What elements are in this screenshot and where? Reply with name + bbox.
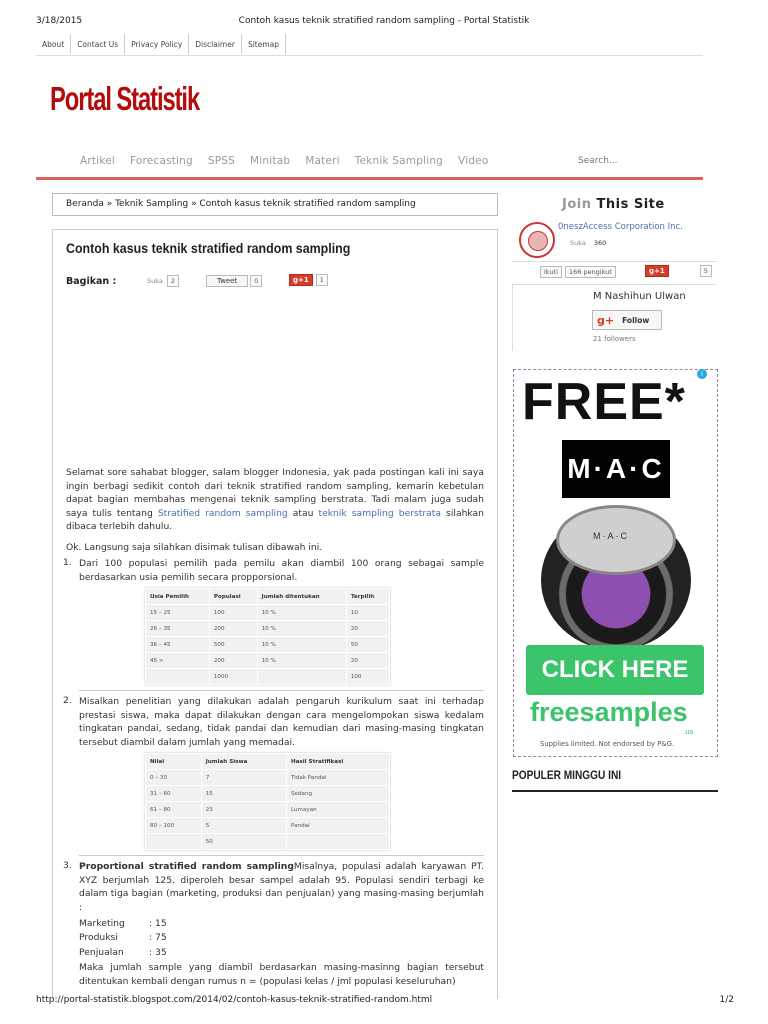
list-item-3	[79, 860, 484, 914]
table-cell: 45 >	[146, 653, 210, 669]
menu-spss[interactable]: SPSS	[207, 155, 236, 167]
bagian-value: : 35	[149, 946, 167, 958]
bagian-row	[79, 946, 167, 960]
menu-forecasting[interactable]: Forecasting	[130, 155, 193, 167]
table-cell: 15	[201, 786, 286, 802]
table-row	[146, 834, 390, 850]
bagian-row	[79, 931, 167, 945]
topnav-about[interactable]: About	[36, 34, 71, 54]
menu-materi[interactable]: Materi	[305, 155, 340, 167]
join-word: Join	[562, 197, 592, 212]
list-number-3: 3.	[63, 860, 72, 871]
sidebar-gplus-count: 5	[700, 265, 712, 277]
table-header: Nilai	[146, 754, 202, 770]
ad-info-icon[interactable]: i	[697, 369, 707, 379]
follower-count: 21 followers	[593, 335, 636, 343]
table-cell: Pandai	[286, 818, 389, 834]
like-label[interactable]: Suka	[147, 277, 163, 285]
table-cell: 61 – 80	[146, 802, 202, 818]
ad-site-name: freesamples	[530, 697, 688, 727]
table-cell: 15 – 25	[146, 605, 210, 621]
sidebar-gplus-widget	[645, 265, 712, 277]
table-cell: 10	[346, 605, 389, 621]
breadcrumb[interactable]: Beranda » Teknik Sampling » Contoh kasus teknik stratified random sampling	[52, 193, 498, 216]
table-row	[146, 669, 390, 685]
list-number-1: 1.	[63, 557, 72, 568]
table-cell: 50	[201, 834, 286, 850]
follow-widget	[540, 266, 616, 278]
table-cell: 100	[346, 669, 389, 685]
tweet-widget	[206, 275, 262, 287]
page-like-count: 360	[593, 239, 607, 247]
page-like-widget	[570, 239, 606, 247]
ad-brand-logo: M·A·C	[562, 440, 670, 498]
table-row	[146, 605, 390, 621]
table-cell: 0 – 30	[146, 770, 202, 786]
table-cell: 1000	[209, 669, 257, 685]
table-cell: 50	[346, 637, 389, 653]
topnav-contact[interactable]: Contact Us	[71, 34, 125, 54]
table-cell: 200	[209, 653, 257, 669]
bagian-name: Penjualan	[79, 946, 124, 958]
table-header: Hasil Stratifikasi	[286, 754, 389, 770]
intro-text-c: silahkan dibaca terlebih dahulu.	[66, 507, 485, 533]
page-like-label[interactable]: Suka	[570, 239, 586, 247]
table-cell: 10 %	[257, 637, 346, 653]
sidebar-gplus-button[interactable]: g+1	[645, 265, 669, 277]
menu-video[interactable]: Video	[458, 155, 489, 167]
menu-minitab[interactable]: Minitab	[250, 155, 291, 167]
bagian-list	[79, 917, 167, 960]
divider	[79, 690, 484, 691]
follow-label: Follow	[622, 315, 650, 325]
table-usia-pemilih	[145, 588, 390, 685]
list-item-2: Misalkan penelitian yang dilakukan adalah pengaruh kurikulum saat ini terhadap prestasi siswa, maka dapat dilakukan dengan cara mengelompokan siswa kedalam tingkatan pandai, sedang, tidak pandai dan kemudian dari masing-masing tingkatan tersebut diambil dalam jumlah yang memadai.	[79, 696, 484, 748]
table-cell: 500	[209, 637, 257, 653]
menu-artikel[interactable]: Artikel	[80, 155, 116, 167]
bagian-name: Marketing	[79, 918, 125, 929]
table-cell: 20	[346, 621, 389, 637]
table-row	[146, 637, 390, 653]
top-nav	[36, 34, 703, 56]
topnav-sitemap[interactable]: Sitemap	[242, 34, 286, 54]
table-cell: 26 – 35	[146, 621, 210, 637]
owner-link[interactable]: 0neszAccess Corporation Inc.	[558, 222, 683, 232]
table-row	[146, 818, 390, 834]
intro-paragraph-2: Ok. Langsung saja silahkan disimak tulisan dibawah ini.	[66, 542, 323, 553]
table-cell: Tidak Pandai	[286, 770, 389, 786]
divider	[512, 261, 717, 262]
post-title: Contoh kasus teknik stratified random sampling	[66, 241, 351, 256]
ad-site-tld: .us	[683, 728, 694, 736]
ad-product-lid	[556, 505, 676, 575]
intro-text-a: Selamat sore sahabat blogger, salam blogger Indonesia, yak pada postingan kali ini saya ingin berbagi sedikit contoh dari teknik stratified random sampling, kemarin kebetulan dapat bagian membahas mengenai teknik sampling berstrata. Tadi malam juga sudah saya tulis tentang	[66, 467, 484, 519]
table-row	[146, 770, 390, 786]
table-cell: 5	[201, 818, 286, 834]
table-row	[146, 802, 390, 818]
list-number-2: 2.	[63, 695, 72, 706]
share-label: Bagikan :	[66, 276, 117, 287]
table-cell	[146, 669, 210, 685]
ad-product-brand: M·A·C	[593, 531, 629, 541]
table-cell: 100	[209, 605, 257, 621]
table-cell: Sedang	[286, 786, 389, 802]
bagian-row	[79, 917, 167, 931]
main-menu	[36, 150, 703, 180]
like-widget	[147, 275, 179, 287]
item3-bold: Proportional stratified random sampling	[79, 861, 294, 872]
gplus-button[interactable]: g+1	[289, 274, 313, 286]
intro-text-b: atau	[287, 507, 319, 519]
table-cell: 36 – 45	[146, 637, 210, 653]
tweet-count: 0	[250, 275, 262, 287]
table-cell: 7	[201, 770, 286, 786]
table-cell: 200	[209, 621, 257, 637]
topnav-privacy[interactable]: Privacy Policy	[125, 34, 189, 54]
menu-teknik-sampling[interactable]: Teknik Sampling	[354, 155, 444, 167]
ikuti-button[interactable]: Ikuti	[540, 266, 562, 278]
populer-heading	[512, 770, 718, 792]
like-count: 2	[167, 275, 179, 287]
table-header: Usia Pemilih	[146, 589, 210, 605]
table-cell: 10 %	[257, 605, 346, 621]
follower-name: M Nashihun Ulwan	[593, 291, 686, 302]
table-cell: 23	[201, 802, 286, 818]
link-stratified-random-sampling[interactable]: Stratified random sampling	[157, 507, 288, 519]
populer-title: POPULER MINGGU INI	[512, 770, 622, 782]
gplus-count: 1	[316, 274, 328, 286]
search-input[interactable]	[578, 156, 688, 166]
intro-paragraph	[66, 466, 484, 534]
table-row	[146, 621, 390, 637]
table-header: Terpilih	[346, 589, 389, 605]
bagian-value: : 15	[149, 918, 167, 929]
table-cell: 31 – 60	[146, 786, 202, 802]
bagian-name: Produksi	[79, 932, 118, 944]
ad-free-text: FREE*	[522, 373, 686, 431]
table-cell	[146, 834, 202, 850]
table-cell: 20	[346, 653, 389, 669]
site-logo[interactable]: Portal Statistik	[50, 80, 200, 117]
table-header-row	[146, 754, 390, 770]
table-header: Jumlah Siswa	[201, 754, 286, 770]
link-teknik-sampling-berstrata[interactable]: teknik sampling berstrata	[318, 507, 442, 519]
follow-button[interactable]	[592, 310, 662, 330]
list-item-1: Dari 100 populasi pemilih pada pemilu akan diambil 100 orang sebagai sample berdasarkan usia pemilih secara propporsional.	[79, 558, 484, 583]
site-seal-logo	[519, 222, 555, 258]
topnav-disclaimer[interactable]: Disclaimer	[189, 34, 242, 54]
table-cell	[286, 834, 389, 850]
table-cell: 10 %	[257, 621, 346, 637]
print-date: 3/18/2015	[36, 16, 83, 26]
table-cell: 80 – 100	[146, 818, 202, 834]
item3-text: Misalnya, populasi adalah karyawan PT. XYZ berjumlah 125. diperoleh besar sampel adalah 95. Populasi sendiri terbagi ke dalam tiga bagian (marketing, produksi dan penjualan) yang masing-masing berjumlah :	[79, 861, 484, 913]
gplus-widget	[289, 274, 328, 286]
table-header: Jumlah ditentukan	[257, 589, 346, 605]
table-header-row	[146, 589, 390, 605]
table-cell: 10 %	[257, 653, 346, 669]
divider	[79, 855, 484, 856]
table-cell	[257, 669, 346, 685]
bagian-value: : 75	[149, 932, 167, 944]
ikuti-count: 166 pengikut	[565, 266, 616, 278]
print-page-number: 1/2	[719, 995, 734, 1005]
print-header	[0, 16, 768, 30]
print-url: http://portal-statistik.blogspot.com/2014/02/contoh-kasus-teknik-stratified-random.html	[36, 995, 433, 1005]
table-row	[146, 786, 390, 802]
tweet-button[interactable]: Tweet	[206, 275, 248, 287]
print-title: Contoh kasus teknik stratified random sampling - Portal Statistik	[238, 16, 530, 26]
join-title	[562, 197, 665, 212]
table-row	[146, 653, 390, 669]
ad-click-here-button[interactable]: CLICK HERE	[526, 645, 704, 695]
google-plus-icon: g+	[597, 313, 615, 327]
this-site-word: This Site	[596, 197, 665, 212]
table-header: Populasi	[209, 589, 257, 605]
table-cell: Lumayan	[286, 802, 389, 818]
ad-disclaimer: Supplies limited. Not endorsed by P&G.	[540, 740, 675, 748]
item3-conclusion: Maka jumlah sample yang diambil berdasarkan masing-masinng bagian tersebut ditentukan kembali dengan rumus n = (populasi kelas / jml populasi keseluruhan)	[79, 962, 484, 987]
table-nilai-siswa	[145, 753, 390, 850]
